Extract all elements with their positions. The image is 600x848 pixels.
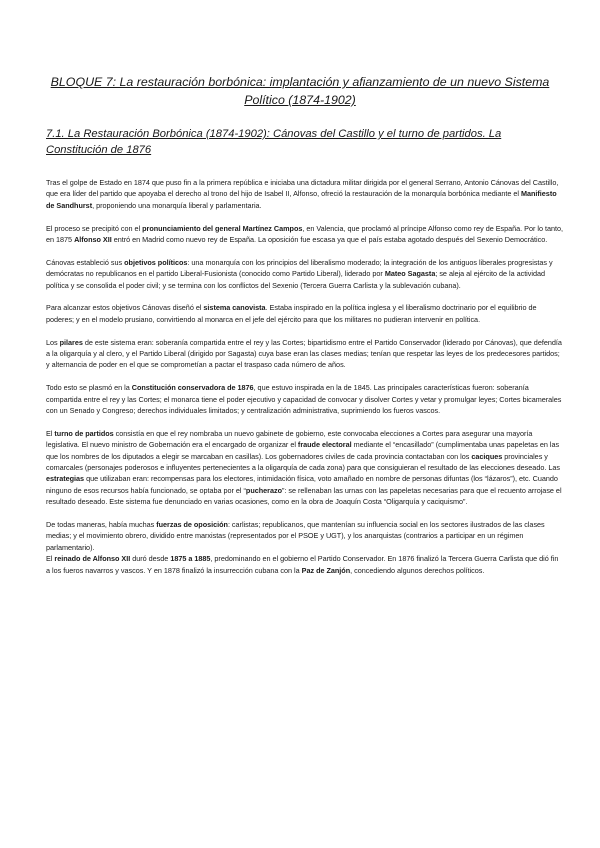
bold-term: caciques	[471, 451, 503, 461]
bold-term: pilares	[59, 337, 83, 347]
document-body	[46, 177, 564, 588]
text-run: , que estuvo inspirada en la de 1845. Las principales características fueron: soberanía compartida entre el rey y las Cortes; el monarca tiene el poder ejecutivo y capacidad de convocar y disolver Cortes y vetar y promulgar leyes; Cortes bicamerales con un Senado y Congreso; derechos individuales limitados; y centralización administrativa, suprimiendo los fueros vascos.	[46, 383, 562, 416]
bold-term: Paz de Zanjón	[301, 565, 351, 575]
document-title: BLOQUE 7: La restauración borbónica: implantación y afianzamiento de un nuevo Sistema Político (1874-1902)	[50, 75, 550, 107]
paragraph	[46, 428, 564, 508]
bold-term: estrategias	[46, 474, 85, 484]
text-run: , en Valencia, que proclamó al príncipe Alfonso como rey de España. Por lo tanto, en 1875	[46, 223, 563, 245]
bold-term: reinado de Alfonso XII	[54, 554, 131, 564]
paragraph	[46, 223, 564, 246]
text-run: , proponiendo una monarquía liberal y parlamentaria.	[92, 200, 262, 210]
paragraph	[46, 302, 564, 325]
paragraph	[46, 257, 564, 291]
text-run: que utilizaban eran: recompensas para los electores, intimidación física, voto amañado en nombre de personas difuntas (los “lázaros”), etc. Cuando ninguno de esos recursos había funcionado, se optaba por el “	[46, 474, 558, 495]
paragraph	[46, 337, 564, 371]
text-run: , predominando en el gobierno el Partido Conservador. En 1876 finalizó la Tercera Guerra Carlista que dió fin a los fueros navarros y vascos. Y en 1878 finalizó la insurrección cubana con la	[46, 554, 559, 575]
text-run: Los	[46, 337, 60, 347]
bold-term: Constitución conservadora de 1876	[131, 383, 254, 393]
section-title: 7.1. La Restauración Borbónica (1874-1902): Cánovas del Castillo y el turno de partidos. La Constitución de 1876	[46, 128, 502, 156]
text-run: Para alcanzar estos objetivos Cánovas diseñó el	[46, 303, 204, 313]
bold-term: 1875 a 1885	[170, 554, 211, 564]
paragraph	[46, 382, 564, 416]
bold-term: objetivos políticos	[124, 257, 188, 267]
text-run: mediante el “encasillado” (cumplimentaba unas papeletas en las que los nombres de los diputados a elegir se marcaban en casillas). Los gobernadores civiles de cada provincia contactaban con los	[46, 440, 560, 461]
text-run: provinciales y comarcales (personajes poderosos e influyentes pertenecientes a la oligarquía de cada zona) para que consiguieran el resultado de las elecciones deseado. Las	[46, 451, 560, 473]
bold-term: Mateo Sagasta	[384, 269, 436, 279]
text-run: Cánovas estableció sus	[46, 257, 125, 267]
bold-term: turno de partidos	[54, 428, 114, 438]
bold-term: fuerzas de oposición	[156, 520, 228, 530]
text-run: : una monarquía con los principios del liberalismo moderado; la integración de los antiguos liberales progresistas y demócratas no republicanos en el partido Liberal-Fusionista (conocido como Partido Liberal), liderado por	[46, 257, 553, 279]
text-run: duró desde	[130, 554, 171, 564]
bold-term: Manifiesto de Sandhurst	[46, 189, 557, 210]
text-run: entró en Madrid como nuevo rey de España. La oposición fue escasa ya que el país estaba agotado después del Sexenio Democrático.	[111, 235, 548, 245]
text-run: consistía en que el rey nombraba un nuevo gabinete de gobierno, este convocaba elecciones a Cortes para asegurar una mayoría legislativa. El nuevo ministro de Gobernación era el encargado de organizar el	[46, 428, 533, 450]
text-run: De todas maneras, había muchas	[46, 520, 157, 530]
text-run: El	[46, 554, 55, 564]
bold-term: sistema canovista	[203, 303, 266, 313]
text-run: Tras el golpe de Estado en 1874 que puso fin a la primera república e iniciaba una dictadura militar dirigida por el general Serrano, Antonio Cánovas del Castillo, que era líder del partido que apoyaba el derecho al trono del hijo de Isabel II, Alfonso, ofreció la restauración de la monarquía borbónica mediante el	[46, 178, 559, 199]
bold-term: fraude electoral	[297, 440, 352, 450]
bold-term: pronunciamiento del general Martínez Campos	[142, 223, 303, 233]
paragraph	[46, 553, 564, 576]
text-run: Todo esto se plasmó en la	[46, 383, 132, 393]
text-run: . Estaba inspirado en la política inglesa y el liberalismo doctrinario por el equilibrio de poderes; y en el modelo prusiano, convirtiendo al monarca en el jefe del ejército para que los militares no pudieran intervenir en política.	[46, 303, 537, 324]
text-run: El	[46, 428, 55, 438]
paragraph	[46, 177, 564, 211]
bold-term: Alfonso XII	[74, 235, 112, 245]
text-run: : carlistas; republicanos, que mantenían su influencia social en los sectores ilustrados de las clases medias; y el movimiento obrero, dividido entre marxistas (representados por el PSOE y UGT), y los anarquistas (contrarios a participar en un régimen parlamentario).	[46, 520, 545, 552]
text-run: ; se aleja al ejército de la actividad política y se consolida el poder civil; y se termina con los conflictos del Sexenio (Tercera Guerra Carlista y la sublevación cubana).	[46, 269, 546, 290]
text-run: de este sistema eran: soberanía compartida entre el rey y las Cortes; bipartidismo entre el Partido Conservador (liderado por Cánovas), que defendía a la oligarquía y al clero, y el Partido Liberal (dirigido por Sagasta) cuya base eran las clases medias; tenían que respetar las leyes de los predecesores partidos; y alternancia de poder en el que se comprometían a pactar el traspaso cada número de años.	[46, 337, 562, 370]
text-run: ”: se rellenaban las urnas con las papeletas necesarias para que el recuento arrojase el resultado deseado. Este sistema fue denunciado en varias ocasiones, como en la obra de Joaquín Costa “Oligarquía y caciquismo”.	[46, 485, 562, 507]
text-run: El proceso se precipitó con el	[46, 223, 143, 233]
paragraph	[46, 519, 564, 553]
bold-term: pucherazo	[245, 485, 282, 495]
text-run: , concediendo algunos derechos políticos.	[350, 565, 485, 575]
